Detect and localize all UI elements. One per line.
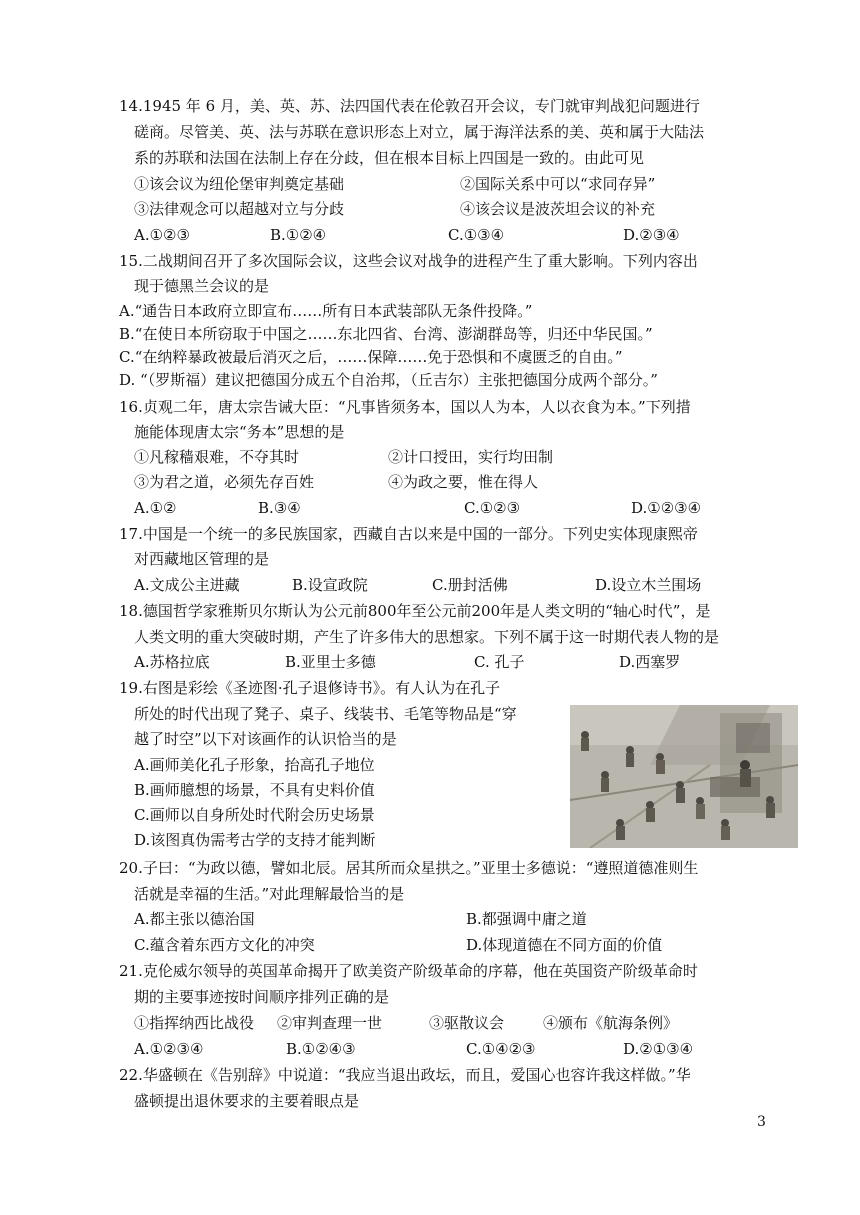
q16-option-a: A.①② xyxy=(134,499,177,517)
q16-statement-3: ③为君之道，必须先存百姓 xyxy=(134,473,315,491)
q15-option-a: A.“通告日本政府立即宣布……所有日本武装部队无条件投降。” xyxy=(119,302,533,320)
q17-option-c: C.册封活佛 xyxy=(432,576,508,594)
q19-stem-line2: 所处的时代出现了凳子、桌子、线装书、毛笔等物品是“穿 xyxy=(134,705,517,723)
q14-option-b: B.①②④ xyxy=(270,226,327,244)
q15-option-b: B.“在使日本所窃取于中国之……东北四省、台湾、澎湖群岛等，归还中华民国。” xyxy=(119,325,653,343)
q19-option-a: A.画师美化孔子形象，抬高孔子地位 xyxy=(134,756,375,774)
q14-stem-line3: 系的苏联和法国在法制上存在分歧，但在根本目标上四国是一致的。由此可见 xyxy=(134,149,645,167)
q18-option-c: C. 孔子 xyxy=(474,653,525,671)
q18-stem-line2: 人类文明的重大突破时期，产生了许多伟大的思想家。下列不属于这一时期代表人物的是 xyxy=(134,628,720,646)
q16-stem-line2: 施能体现唐太宗“务本”思想的是 xyxy=(134,423,345,441)
q17-option-d: D.设立木兰围场 xyxy=(595,576,702,594)
q21-stem-line1: 21.克伦威尔领导的英国革命揭开了欧美资产阶级革命的序幕，他在英国资产阶级革命时 xyxy=(119,962,698,980)
page-number: 3 xyxy=(757,1114,766,1130)
q15-option-d: D. “（罗斯福）建议把德国分成五个自治邦，（丘吉尔）主张把德国分成两个部分。” xyxy=(119,371,658,389)
confucius-painting xyxy=(570,705,798,848)
q21-statement-4: ④颁布《航海条例》 xyxy=(543,1014,679,1032)
q22-stem-line1: 22.华盛顿在《告别辞》中说道：“我应当退出政坛，而且，爱国心也容许我这样做。”华 xyxy=(119,1066,691,1084)
q18-stem-line1: 18.德国哲学家雅斯贝尔斯认为公元前800年至公元前200年是人类文明的“轴心时代”，是 xyxy=(119,602,711,620)
q14-statement-1: ①该会议为纽伦堡审判奠定基础 xyxy=(134,175,345,193)
q21-option-d: D.②①③④ xyxy=(623,1040,694,1058)
q14-option-a: A.①②③ xyxy=(134,226,190,244)
q21-statement-1: ①指挥纳西比战役 xyxy=(134,1014,255,1032)
q16-statement-2: ②计口授田，实行均田制 xyxy=(388,448,554,466)
q15-stem-line2: 现于德黑兰会议的是 xyxy=(134,277,270,295)
q18-option-b: B.亚里士多德 xyxy=(285,653,376,671)
q18-option-d: D.西塞罗 xyxy=(619,653,681,671)
q21-option-c: C.①④②③ xyxy=(466,1040,536,1058)
q17-option-a: A.文成公主进藏 xyxy=(134,576,240,594)
painting-scene xyxy=(570,705,798,848)
q17-stem-line2: 对西藏地区管理的是 xyxy=(134,550,270,568)
q14-option-c: C.①③④ xyxy=(448,226,505,244)
q14-statement-2: ②国际关系中可以“求同存异” xyxy=(460,175,656,193)
q21-option-b: B.①②④③ xyxy=(286,1040,356,1058)
q14-option-d: D.②③④ xyxy=(623,226,680,244)
q22-stem-line2: 盛顿提出退休要求的主要着眼点是 xyxy=(134,1092,360,1110)
q19-option-d: D.该图真伪需考古学的支持才能判断 xyxy=(134,831,376,849)
q15-option-c: C.“在纳粹暴政被最后消灭之后，……保障……免于恐惧和不虞匮乏的自由。” xyxy=(119,348,623,366)
q20-option-d: D.体现道德在不同方面的价值 xyxy=(466,936,663,954)
q20-stem-line1: 20.子曰：“为政以德，譬如北辰。居其所而众星拱之。”亚里士多德说：“遵照道德准则生 xyxy=(119,859,699,877)
q17-option-b: B.设宣政院 xyxy=(292,576,368,594)
q15-stem-line1: 15.二战期间召开了多次国际会议，这些会议对战争的进程产生了重大影响。下列内容出 xyxy=(119,252,698,270)
q20-option-b: B.都强调中庸之道 xyxy=(466,910,587,928)
q16-option-c: C.①②③ xyxy=(464,499,521,517)
q20-stem-line2: 活就是幸福的生活。”对此理解最恰当的是 xyxy=(134,885,405,903)
q20-option-a: A.都主张以德治国 xyxy=(134,910,255,928)
q19-option-b: B.画师臆想的场景，不具有史料价值 xyxy=(134,781,375,799)
q18-option-a: A.苏格拉底 xyxy=(134,653,210,671)
q19-stem-line1: 19.右图是彩绘《圣迹图·孔子退修诗书》。有人认为在孔子 xyxy=(119,679,501,697)
q21-statement-3: ③驱散议会 xyxy=(429,1014,505,1032)
q19-stem-line3: 越了时空”以下对该画作的认识恰当的是 xyxy=(134,730,397,748)
q21-stem-line2: 期的主要事迹按时间顺序排列正确的是 xyxy=(134,988,390,1006)
q14-stem-line1: 14.1945 年 6 月，美、英、苏、法四国代表在伦敦召开会议，专门就审判战犯问题进行 xyxy=(119,97,700,115)
q14-statement-4: ④该会议是波茨坦会议的补充 xyxy=(460,200,656,218)
q14-statement-3: ③法律观念可以超越对立与分歧 xyxy=(134,200,345,218)
q14-stem-line2: 磋商。尽管美、英、法与苏联在意识形态上对立，属于海洋法系的美、英和属于大陆法 xyxy=(134,123,705,141)
q16-stem-line1: 16.贞观二年，唐太宗告诫大臣：“凡事皆须务本，国以人为本，人以衣食为本。”下列措 xyxy=(119,398,691,416)
q16-statement-1: ①凡稼穑艰难，不夺其时 xyxy=(134,448,300,466)
q16-statement-4: ④为政之要，惟在得人 xyxy=(388,473,539,491)
q16-option-b: B.③④ xyxy=(258,499,301,517)
q19-option-c: C.画师以自身所处时代附会历史场景 xyxy=(134,806,375,824)
q16-option-d: D.①②③④ xyxy=(631,499,702,517)
q21-option-a: A.①②③④ xyxy=(134,1040,204,1058)
q21-statement-2: ②审判查理一世 xyxy=(277,1014,383,1032)
q17-stem-line1: 17.中国是一个统一的多民族国家，西藏自古以来是中国的一部分。下列史实体现康熙帝 xyxy=(119,525,698,543)
q20-option-c: C.蕴含着东西方文化的冲突 xyxy=(134,936,315,954)
